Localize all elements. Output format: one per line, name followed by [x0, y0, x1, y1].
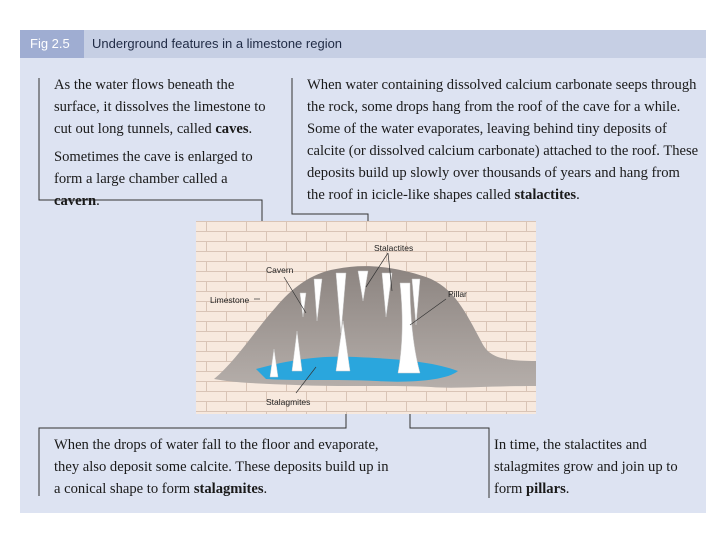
stalactites-term: stalactites	[514, 187, 577, 203]
label-pillar: Pillar	[448, 289, 467, 299]
stalagmites-text: When the drops of water fall to the floor and evaporate, they also deposit some calcite. These deposits build up in a conical shape to form stalagmites.	[54, 437, 389, 497]
label-stalagmites: Stalagmites	[266, 397, 311, 407]
figure-header	[20, 30, 706, 58]
label-stalactites: Stalactites	[374, 243, 414, 253]
label-cavern: Cavern	[266, 265, 294, 275]
cave-diagram	[196, 221, 536, 414]
cavern-term: cavern	[54, 193, 97, 209]
figure-number: Fig 2.5	[20, 30, 84, 58]
stalagmites-term: stalagmites	[193, 481, 264, 497]
caves-term: caves	[215, 121, 249, 137]
pillars-term: pillars	[526, 481, 566, 497]
pillars-text: In time, the stalactites and stalagmites grow and join up to form pillars.	[494, 437, 678, 497]
cavern-text: Sometimes the cave is enlarged to form a large chamber called a cavern.	[54, 149, 253, 209]
label-limestone: Limestone	[210, 295, 250, 305]
figure-title: Underground features in a limestone region	[92, 36, 343, 51]
stalactites-text: When water containing dissolved calcium carbonate seeps through the rock, some drops hang from the roof of the cave for a while. Some of the water evaporates, leaving behind tiny deposits of calcite (or dissolved calcium carbonate) attached to the roof. These deposits build up slowly over thousands of years and hang from the roof in icicle-like shapes called stalactites.	[307, 77, 699, 203]
caves-text: As the water flows beneath the surface, it dissolves the limestone to cut out long tunnels, called caves.	[54, 77, 266, 137]
